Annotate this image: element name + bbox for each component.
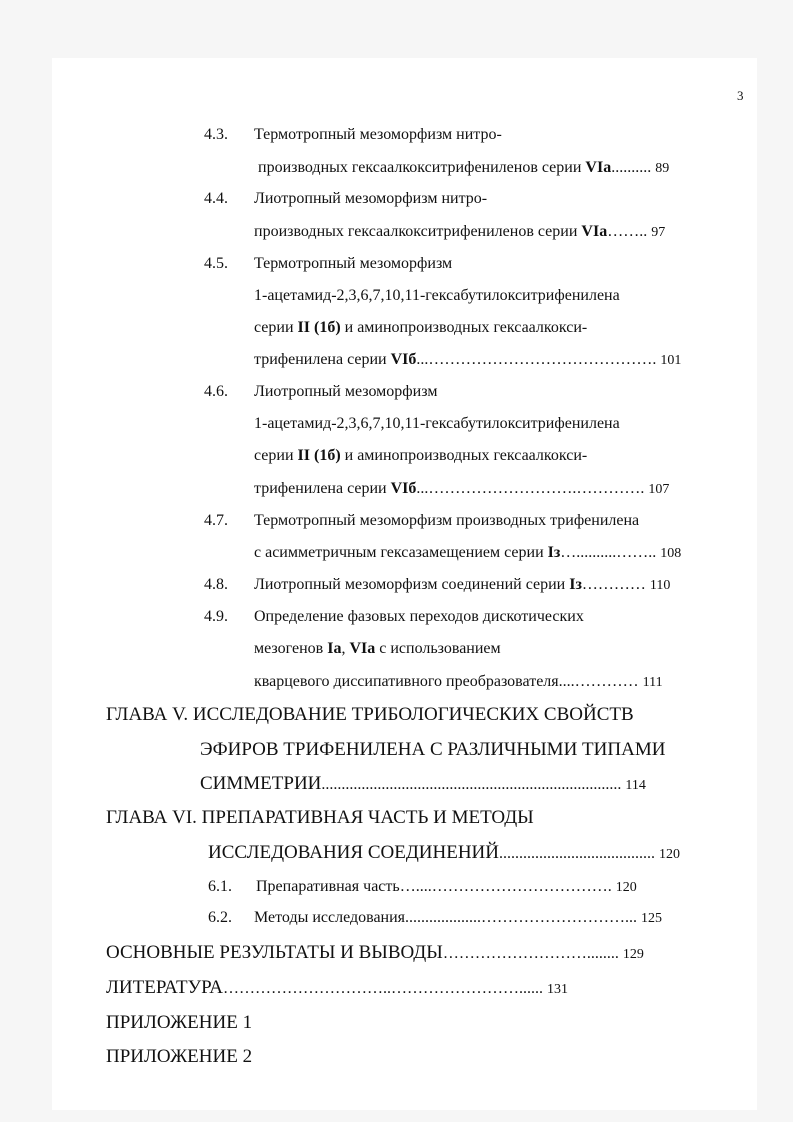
chapter-heading: ЭФИРОВ ТРИФЕНИЛЕНА С РАЗЛИЧНЫМИ ТИПАМИ <box>200 739 666 760</box>
toc-entry-line: производных гексаалкокситрифениленов серии VIa…….. 97 <box>254 223 666 240</box>
chapter-heading: ИССЛЕДОВАНИЯ СОЕДИНЕНИЙ....................................... 120 <box>208 842 681 863</box>
toc-number: 4.4. <box>204 190 228 207</box>
toc-number: 4.9. <box>204 608 228 625</box>
toc-page-ref: 111 <box>642 675 663 690</box>
toc-entry-line: серии II (1б) и аминопроизводных гексаалкокси- <box>254 447 588 464</box>
toc-entry-line: с асимметричным гексазамещением серии Iз…..........…….. 108 <box>254 544 682 561</box>
toc-page-ref: 129 <box>622 947 644 962</box>
toc-section-literature: ЛИТЕРАТУРА…………………………..……………………...... 131 <box>106 977 568 998</box>
toc-page-ref: 114 <box>625 778 646 793</box>
toc-entry-line: Лиотропный мезоморфизм соединений серии Iз………… 110 <box>254 576 671 593</box>
toc-entry-line: 1-ацетамид-2,3,6,7,10,11-гексабутилокситрифенилена <box>254 415 620 432</box>
toc-page-ref: 125 <box>641 911 663 926</box>
toc-entry-title: Термотропный мезоморфизм <box>254 255 453 272</box>
toc-number: 4.8. <box>204 576 228 593</box>
toc-entry-line: трифенилена серии VIб...……………………………………. 101 <box>254 351 682 368</box>
toc-entry-line: Методы исследования...................………………………... 125 <box>254 909 663 926</box>
toc-number: 4.7. <box>204 512 228 529</box>
toc-entry-title: Термотропный мезоморфизм нитро- <box>254 126 502 143</box>
toc-number: 4.5. <box>204 255 228 272</box>
toc-entry-line: мезогенов Ia, VIa с использованием <box>254 640 501 657</box>
toc-page-ref: 97 <box>651 225 666 240</box>
toc-page-ref: 120 <box>615 880 637 895</box>
toc-entry-line: кварцевого диссипативного преобразователя....………… 111 <box>254 673 663 690</box>
toc-entry-title: Определение фазовых переходов дискотических <box>254 608 584 625</box>
page-number: 3 <box>737 88 744 103</box>
toc-entry-line: серии II (1б) и аминопроизводных гексаалкокси- <box>254 319 588 336</box>
toc-entry-title: Лиотропный мезоморфизм нитро- <box>254 190 488 207</box>
toc-section-appendix-2: ПРИЛОЖЕНИЕ 2 <box>106 1046 253 1067</box>
toc-number: 6.1. <box>208 878 232 895</box>
chapter-heading: ГЛАВА V. ИССЛЕДОВАНИЕ ТРИБОЛОГИЧЕСКИХ СВОЙСТВ <box>106 704 634 725</box>
toc-page-ref: 89 <box>655 161 670 176</box>
toc-page-ref: 107 <box>648 482 670 497</box>
chapter-heading: СИММЕТРИИ........................................................................... 114 <box>200 773 646 794</box>
chapter-heading: ГЛАВА VI. ПРЕПАРАТИВНАЯ ЧАСТЬ И МЕТОДЫ <box>106 807 534 828</box>
toc-entry-title: Термотропный мезоморфизм производных трифенилена <box>254 512 640 529</box>
toc-number: 6.2. <box>208 909 232 926</box>
toc-entry-line: Препаративная часть…....……………………………. 120 <box>256 878 637 895</box>
toc-number: 4.3. <box>204 126 228 143</box>
toc-entry-line: производных гексаалкокситрифениленов серии VIa.......... 89 <box>258 159 670 176</box>
toc-page-ref: 131 <box>546 982 568 997</box>
toc-entry-title: Лиотропный мезоморфизм <box>254 383 438 400</box>
toc-page-ref: 101 <box>660 353 682 368</box>
toc-section-results: ОСНОВНЫЕ РЕЗУЛЬТАТЫ И ВЫВОДЫ………………………........ 129 <box>106 942 644 963</box>
toc-page-ref: 108 <box>660 546 682 561</box>
toc-page-ref: 110 <box>649 578 671 593</box>
toc-entry-line: 1-ацетамид-2,3,6,7,10,11-гексабутилокситрифенилена <box>254 287 620 304</box>
toc-section-appendix-1: ПРИЛОЖЕНИЕ 1 <box>106 1012 253 1033</box>
toc-page-ref: 120 <box>659 847 681 862</box>
toc-entry-line: трифенилена серии VIб...……………………….…………. 107 <box>254 480 670 497</box>
toc-number: 4.6. <box>204 383 228 400</box>
